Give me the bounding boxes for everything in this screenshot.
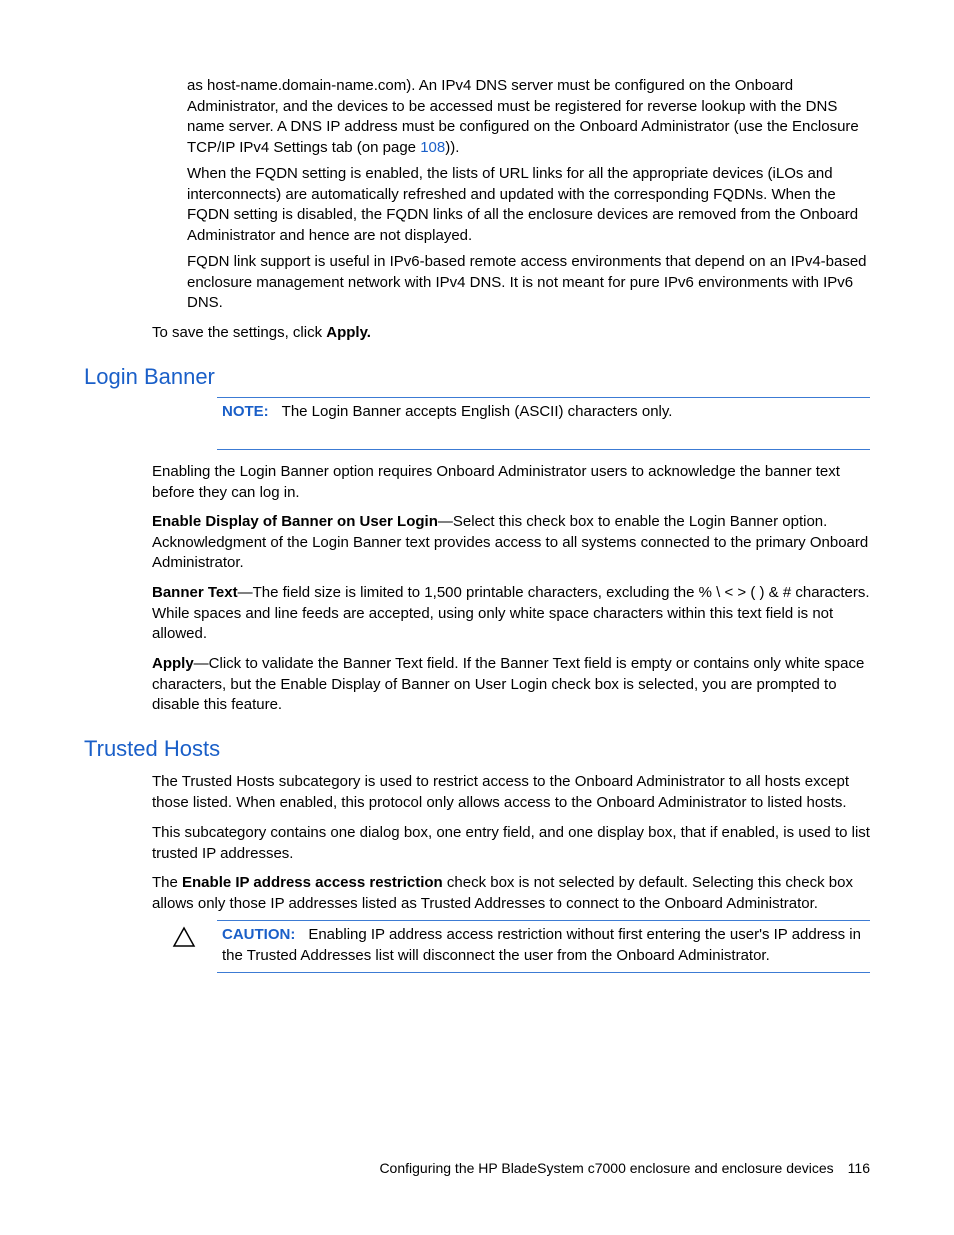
- caution-bottom-rule: [217, 972, 870, 973]
- paragraph-save-settings: [152, 323, 870, 344]
- paragraph-dns-requirement: [187, 76, 871, 158]
- caution-label: CAUTION:: [222, 926, 296, 943]
- paragraph-banner-text: [152, 583, 870, 645]
- text-run: The: [152, 874, 183, 891]
- page-link[interactable]: 108: [420, 138, 446, 156]
- footer-title: Configuring the HP BladeSystem c7000 enclosure and enclosure devices: [379, 1160, 834, 1176]
- note-box: [222, 402, 870, 423]
- caution-triangle-icon: [172, 926, 196, 948]
- paragraph-fqdn-support: FQDN link support is useful in IPv6-based remote access environments that depend on an IPv4-based enclosure management network with IPv4 DNS. It is not meant for pure IPv6 environments with IPv6 DNS.: [187, 253, 867, 311]
- note-bottom-rule: [217, 449, 870, 450]
- text-run: —Click to validate the Banner Text field. If the Banner Text field is empty or contains only white space characters, but the Enable Display of Banner on User Login check box is selected, you are prompted to disable this feature.: [152, 655, 865, 713]
- paragraph-fqdn-enabled: When the FQDN setting is enabled, the lists of URL links for all the appropriate devices (iLOs and interconnects) are automatically refreshed and updated with the corresponding FQDNs. When the FQDN setting is disabled, the FQDN links of all the enclosure devices are removed from the Onboard Administrator and hence are not displayed.: [187, 165, 859, 244]
- text-run: —The field size is limited to 1,500 printable characters, excluding the % \ < > ( ) & # characters. While spaces and line feeds are accepted, using only white space characters within this text field is not allowed.: [152, 584, 870, 642]
- text-run: )).: [445, 138, 460, 156]
- caution-text: Enabling IP address access restriction without first entering the user's IP address in the Trusted Addresses list will disconnect the user from the Onboard Administrator.: [222, 926, 861, 964]
- paragraph-trusted-hosts-intro: The Trusted Hosts subcategory is used to restrict access to the Onboard Administrator to all hosts except those listed. When enabled, this protocol only allows access to the Onboard Administrator to listed hosts.: [152, 773, 849, 811]
- bold-term: Apply.: [326, 324, 371, 341]
- note-top-rule: [217, 397, 870, 398]
- bold-term: Enable IP address access restriction: [182, 874, 443, 891]
- text-run: check box is not selected by default. Selecting this check box allows only those IP addresses listed as Trusted Addresses to connect to the Onboard Administrator.: [152, 874, 853, 912]
- page-number: 116: [847, 1160, 870, 1176]
- caution-top-rule: [217, 920, 870, 921]
- bold-term: Enable Display of Banner on User Login: [152, 513, 438, 530]
- caution-box: [222, 925, 870, 966]
- text-run: —Select this check box to enable the Login Banner option. Acknowledgment of the Login Banner text provides access to all systems connected to the primary Onboard Administrator.: [152, 513, 869, 571]
- paragraph-subcategory: This subcategory contains one dialog box, one entry field, and one display box, that if enabled, is used to list trusted IP addresses.: [152, 824, 870, 862]
- note-text: The Login Banner accepts English (ASCII) characters only.: [281, 403, 673, 420]
- text-run: To save the settings, click: [152, 324, 327, 341]
- page-footer: [379, 1158, 870, 1178]
- paragraph-login-banner-intro: Enabling the Login Banner option requires Onboard Administrator users to acknowledge the banner text before they can log in.: [152, 463, 840, 501]
- note-label: NOTE:: [222, 403, 269, 420]
- bold-term: Apply: [152, 655, 194, 672]
- paragraph-apply: [152, 654, 870, 716]
- heading-login-banner: Login Banner: [84, 364, 215, 389]
- text-run: as host-name.domain-name.com). An IPv4 DNS server must be configured on the Onboard Administrator, and the devices to be accessed must be registered for reverse lookup with the DNS name server. A DNS IP address must be configured on the Onboard Administrator (use the Enclosure TCP/IP IPv4 Settings tab (on page: [187, 77, 859, 156]
- paragraph-enable-display-banner: [152, 512, 870, 574]
- bold-term: Banner Text: [152, 584, 238, 601]
- paragraph-enable-ip-restriction: [152, 873, 870, 914]
- heading-trusted-hosts: Trusted Hosts: [84, 736, 221, 761]
